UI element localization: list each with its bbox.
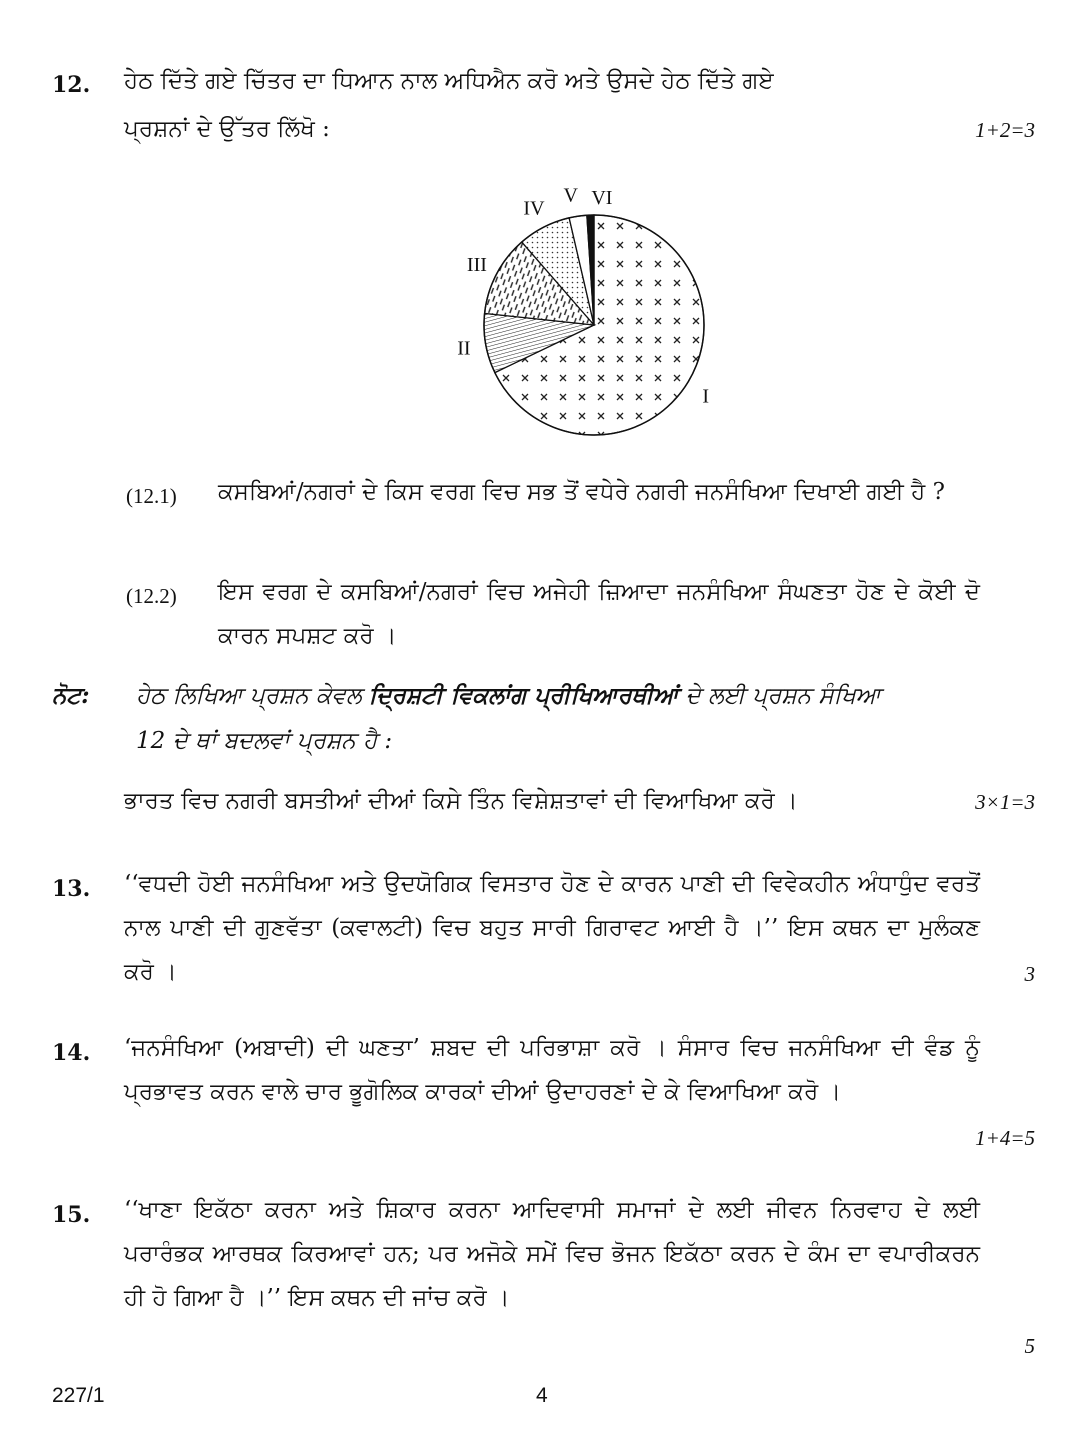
alternative-question-marks: 3×1=3: [975, 790, 1035, 814]
subquestion-12-1-text: ਕਸਬਿਆਂ/ਨਗਰਾਂ ਦੇ ਕਿਸ ਵਰਗ ਵਿਚ ਸਭ ਤੋਂ ਵਧੇਰੇ ਨਗਰੀ ਜਨਸੰਖਿਆ ਦਿਖਾਈ ਗਈ ਹੈ ?: [218, 479, 945, 505]
pie-label-IV: IV: [523, 197, 545, 220]
question-14-marks: 1+4=5: [975, 1126, 1035, 1150]
question-number-14: 14.: [52, 1040, 91, 1066]
question-13-marks: 3: [1024, 962, 1035, 986]
subquestion-12-2-text: ਇਸ ਵਰਗ ਦੇ ਕਸਬਿਆਂ/ਨਗਰਾਂ ਵਿਚ ਅਜੇਹੀ ਜ਼ਿਆਦਾ ਜਨਸੰਖਿਆ ਸੰਘਣਤਾ ਹੋਣ ਦੇ ਕੋਈ ਦੋ ਕਾਰਨ ਸਪਸ਼ਟ ਕਰੋ ।: [218, 579, 980, 649]
subquestion-12-1-number: (12.1): [126, 484, 177, 508]
question-number-13: 13.: [52, 876, 91, 902]
footer-page-number: 4: [536, 1384, 548, 1407]
pie-label-I: I: [702, 385, 710, 408]
pie-label-III: III: [466, 254, 487, 277]
question-12-marks: 1+2=3: [975, 118, 1035, 142]
question-12-line1: ਹੇਠ ਦਿੱਤੇ ਗਏ ਚਿੱਤਰ ਦਾ ਧਿਆਨ ਨਾਲ ਅਧਿਐਨ ਕਰੋ ਅਤੇ ਉਸਦੇ ਹੇਠ ਦਿੱਤੇ ਗਏ: [124, 68, 774, 94]
question-12-line2: ਪ੍ਰਸ਼ਨਾਂ ਦੇ ਉੱਤਰ ਲਿੱਖੋ :: [124, 116, 330, 142]
note-line1: [136, 682, 881, 709]
question-13-text: ‘‘ਵਧਦੀ ਹੋਈ ਜਨਸੰਖਿਆ ਅਤੇ ਉਦਯੋਗਿਕ ਵਿਸਤਾਰ ਹੋਣ ਦੇ ਕਾਰਨ ਪਾਣੀ ਦੀ ਵਿਵੇਕਹੀਨ ਅੰਧਾਧੁੰਦ ਵਰਤੋਂ ਨਾਲ ਪਾਣੀ ਦੀ ਗੁਣਵੱਤਾ (ਕਵਾਲਟੀ) ਵਿਚ ਬਹੁਤ ਸਾਰੀ ਗਿਰਾਵਟ ਆਈ ਹੈ ।’’ ਇਸ ਕਥਨ ਦਾ ਮੁਲੰਕਣ ਕਰੋ ।: [124, 871, 980, 985]
pie-label-V: V: [563, 184, 578, 207]
question-14-text: ‘ਜਨਸੰਖਿਆ (ਅਬਾਦੀ) ਦੀ ਘਣਤਾ’ ਸ਼ਬਦ ਦੀ ਪਰਿਭਾਸ਼ਾ ਕਰੋ । ਸੰਸਾਰ ਵਿਚ ਜਨਸੰਖਿਆ ਦੀ ਵੰਡ ਨੂੰ ਪ੍ਰਭਾਵਤ ਕਰਨ ਵਾਲੇ ਚਾਰ ਭੂਗੋਲਿਕ ਕਾਰਕਾਂ ਦੀਆਂ ਉਦਾਹਰਣਾਂ ਦੇ ਕੇ ਵਿਆਖਿਆ ਕਰੋ ।: [124, 1035, 980, 1105]
footer-paper-code: 227/1: [52, 1384, 105, 1407]
note-text-before: ਹੇਠ ਲਿਖਿਆ ਪ੍ਰਸ਼ਨ ਕੇਵਲ: [136, 683, 369, 709]
pie-label-II: II: [457, 337, 471, 360]
note-text-after: ਦੇ ਲਈ ਪ੍ਰਸ਼ਨ ਸੰਖਿਆ: [678, 683, 881, 709]
pie-label-VI: VI: [591, 187, 613, 210]
question-15-marks: 5: [1024, 1334, 1035, 1358]
subquestion-12-2-number: (12.2): [126, 584, 177, 608]
note-text-bold: ਦ੍ਰਿਸ਼ਟੀ ਵਿਕਲਾਂਗ ਪ੍ਰੀਖਿਆਰਥੀਆਂ: [368, 682, 679, 709]
alternative-question: ਭਾਰਤ ਵਿਚ ਨਗਰੀ ਬਸਤੀਆਂ ਦੀਆਂ ਕਿਸੇ ਤਿੰਨ ਵਿਸ਼ੇਸ਼ਤਾਵਾਂ ਦੀ ਵਿਆਖਿਆ ਕਰੋ ।: [124, 788, 798, 814]
note-label: ਨੋਟ:: [52, 682, 90, 709]
note-line2: 12 ਦੇ ਥਾਂ ਬਦਲਵਾਂ ਪ੍ਰਸ਼ਨ ਹੈ :: [136, 728, 393, 754]
pie-chart: [440, 160, 740, 450]
question-15-text: ‘‘ਖਾਣਾ ਇਕੱਠਾ ਕਰਨਾ ਅਤੇ ਸ਼ਿਕਾਰ ਕਰਨਾ ਆਦਿਵਾਸੀ ਸਮਾਜਾਂ ਦੇ ਲਈ ਜੀਵਨ ਨਿਰਵਾਹ ਦੇ ਲਈ ਪਰਾਰੰਭਕ ਆਰਥਕ ਕਿਰਆਵਾਂ ਹਨ; ਪਰ ਅਜੋਕੇ ਸਮੇਂ ਵਿਚ ਭੋਜਨ ਇਕੱਠਾ ਕਰਨ ਦੇ ਕੰਮ ਦਾ ਵਪਾਰੀਕਰਨ ਹੀ ਹੋ ਗਿਆ ਹੈ ।’’ ਇਸ ਕਥਨ ਦੀ ਜਾਂਚ ਕਰੋ ।: [124, 1197, 980, 1311]
question-number-15: 15.: [52, 1202, 91, 1228]
question-number-12: 12.: [52, 72, 91, 98]
